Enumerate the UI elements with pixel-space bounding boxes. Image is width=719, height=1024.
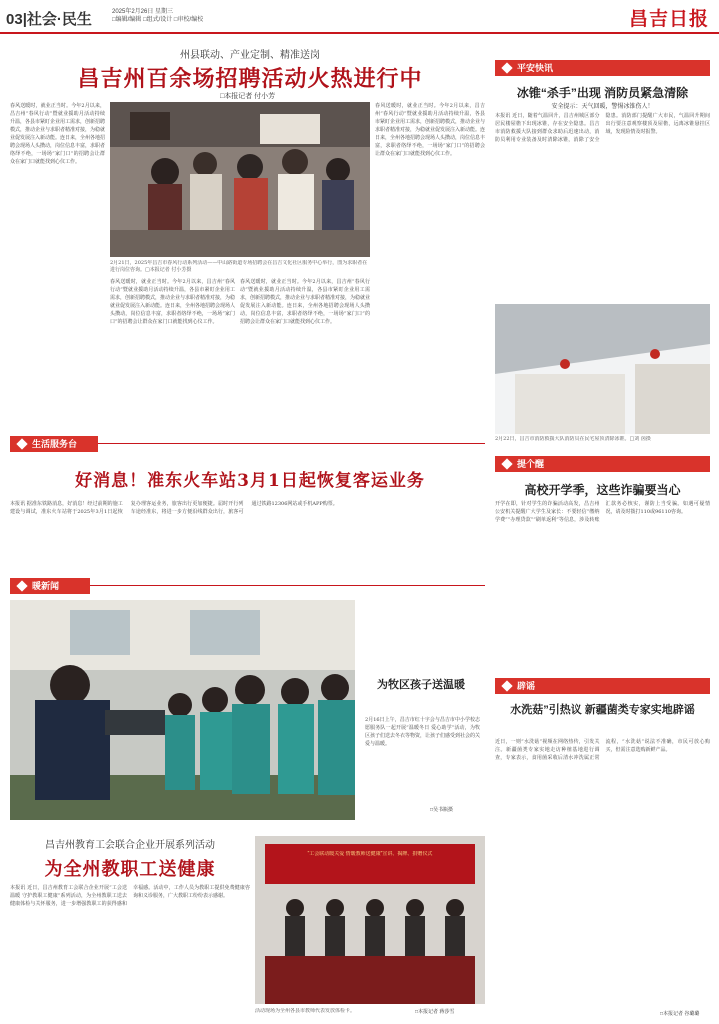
section-rule <box>90 585 485 586</box>
safety-subhead: 安全提示：天气回暖，警惕冰锥伤人！ <box>551 104 654 110</box>
lead-body-col4: 春风送暖时，就业正当时。今年2月以来，昌吉州“春风行动”暨就业援助月活动持续升温，各县市紧盯企业用工需求，创新招聘模式，推动企业与求职者精准对接，为稳就业促发展注入新动能。连日来，全州各地招聘会现场人头攒动，岗位信息丰富，求职者络绎不绝，一场场“家门口”的招聘会让群众在家门口就能找到心仪工作。 <box>375 103 485 157</box>
newspaper-logo: 昌吉日报 <box>628 8 709 30</box>
teach-byline: □本报记者 蒋莎雪 <box>415 1009 455 1015</box>
lead-byline: □本报记者 付小芳 <box>220 93 276 100</box>
section-tag-safety: 平安快讯 <box>495 60 710 76</box>
safety-body: 本报讯 近日，随着气温回升，昌吉州城区部分居民楼屋檐下出现冰锥，存在安全隐患。昌吉市消防救援大队接到群众求助后迅速出动，消防员利用专业装备及时清除冰锥，消除了安全隐患。消防部门提醒广大市民，气温回升期间出行要注意观察楼顶及屋檐，远离冰锥悬挂区域，发现险情及时报警。 <box>495 113 710 143</box>
safety-headline: 冰锥“杀手”出现 消防员紧急清除 <box>516 86 689 100</box>
section-tag-warm: 暖新闻 <box>10 578 90 594</box>
teach-kicker: 昌吉州教育工会联合企业开展系列活动 <box>45 840 215 851</box>
section-tag-reminder: 提个醒 <box>495 456 710 472</box>
warm-photo-byline: □吴书瓶摄 <box>430 807 454 813</box>
warm-photo <box>10 600 355 820</box>
lead-caption: 2月21日，2025年昌吉市春风行动系列活动——中山路街道专场招聘会在昌吉文化社区服务中心举行，图为求职者在进行岗位咨询。□本报记者 付小芳摄 <box>110 260 368 273</box>
section-tag-rumor: 辟谣 <box>495 678 710 694</box>
teach-caption: 活动现场为全州各县市教师代表发放体检卡。 <box>255 1008 356 1014</box>
rooftop-photo <box>495 304 710 434</box>
page-number: 03|社会·民生 <box>6 11 92 28</box>
life-body: 本报讯 据准东铁路消息，好消息！经过前期的施工建设与调试，准东火车站将于2025年3月1日起恢复办理客运业务，旅客出行更加便捷。届时开行列车途经准东，将进一步方便沿线群众出行，旅客可通过铁路12306网站或手机APP购票。 <box>10 501 338 515</box>
warm-photo-title: 为牧区孩子送温暖 <box>377 679 465 691</box>
page-header <box>0 0 719 34</box>
lead-body-col2: 春风送暖时，就业正当时。今年2月以来，昌吉州“春风行动”暨就业援助月活动持续升温，各县市紧盯企业用工需求，创新招聘模式，推动企业与求职者精准对接，为稳就业促发展注入新动能。连日来，全州各地招聘会现场人头攒动，岗位信息丰富，求职者络绎不绝，一场场“家门口”的招聘会让群众在家门口就能找到心仪工作。 <box>110 279 235 325</box>
lead-headline: 昌吉州百余场招聘活动火热进行中 <box>77 66 423 92</box>
safety-photo <box>495 304 710 434</box>
rumor-body: 近日，一则“水洗菇”视频在网络热传，引发关注。新疆菌类专家实地走访种植基地进行调查，专家表示，食用菌采收后清水冲洗属正常流程，“水洗菇”说法不准确，市民可放心购买，但需注意选购新鲜产品。 <box>495 739 710 761</box>
life-headline: 好消息！准东火车站3月1日起恢复客运业务 <box>75 471 425 491</box>
reminder-headline: 高校开学季，这些诈骗要当心 <box>524 483 681 497</box>
section-rule <box>98 443 485 444</box>
rumor-headline: 水洗菇”引热议 新疆菌类专家实地辟谣 <box>510 704 695 716</box>
lead-body-col3: 春风送暖时，就业正当时。今年2月以来，昌吉州“春风行动”暨就业援助月活动持续升温，各县市紧盯企业用工需求，创新招聘模式，推动企业与求职者精准对接，为稳就业促发展注入新动能。连日来，全州各地招聘会现场人头攒动，岗位信息丰富，求职者络绎不绝，一场场“家门口”的招聘会让群众在家门口就能找到心仪工作。 <box>240 279 370 325</box>
lead-body: 春风送暖时，就业正当时。今年2月以来，昌吉州“春风行动”暨就业援助月活动持续升温，各县市紧盯企业用工需求，创新招聘模式，推动企业与求职者精准对接，为稳就业促发展注入新动能。连日来，全州各地招聘会现场人头攒动，岗位信息丰富，求职者络绎不绝，一场场“家门口”的招聘会让群众在家门口就能找到心仪工作。 <box>10 103 105 165</box>
safety-caption: 2月22日，昌吉市消防救援大队消防员在民宅屋顶清除冰锥。□刘 茵摄 <box>495 436 651 442</box>
teach-banner: “工会联动暖关爱 情暖教师送健康”宣讲、揭牌、捐赠仪式 <box>307 851 433 857</box>
lead-kicker: 州县联动、产业定制、精准送岗 <box>180 50 320 61</box>
teach-headline: 为全州教职工送健康 <box>44 859 216 880</box>
job-fair-photo <box>110 102 370 257</box>
teach-body: 本报讯 近日，昌吉州教育工会联合企业开展“工会送温暖 守护教职工健康”系列活动，为全州教职工送去健康体检与关怀服务，进一步增强教职工的获得感和幸福感。活动中，工作人员为教职工提供免费健康咨询和义诊服务，广大教职工纷纷表示感谢。 <box>10 885 250 907</box>
students-photo <box>10 600 355 820</box>
reminder-body: 开学在即，针对学生的诈骗活动高发，昌吉州公安机关提醒广大学生及家长：不要轻信“缴纳学费”“办理贷款”“刷单返利”等信息，涉及转账汇款务必核实，谨防上当受骗。如遇可疑情况，请及时拨打110或96110咨询。 <box>495 501 710 523</box>
rumor-byline: □本报记者 谷璐璐 <box>660 1011 700 1017</box>
section-tag-life: 生活服务台 <box>10 436 98 452</box>
warm-photo-text: 2月16日上午，昌吉市红十字会与昌吉市中小学校志愿服务队一起开展“温暖冬日 爱心助学”活动，为牧区孩子们送去冬衣等物资，让孩子们感受到社会的关爱与温暖。 <box>365 717 480 747</box>
lead-photo <box>110 102 370 257</box>
date-line: 2025年2月26日 星期三 □编辑/编辑 □组式/设计 □审校/编校 <box>112 9 204 23</box>
